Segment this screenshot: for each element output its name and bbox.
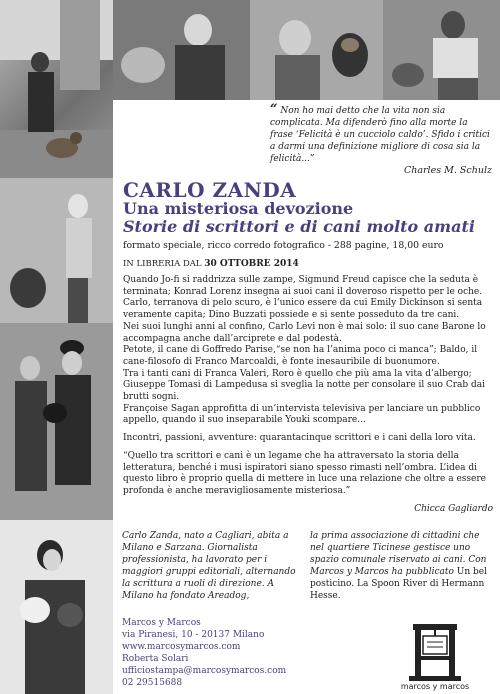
quote-mark-close: ” [309,154,315,164]
publisher-logo-text: marcos y marcos [400,682,470,691]
press-phone: 02 29515688 [122,678,183,688]
author-bio-right-text: la prima associazione di cittadini che nel quartiere Ticinese gestisce uno spazio comunale riservato ai cani. Con Marcos y Marcos ha pubblicato [310,531,487,577]
photo-writer-with-dogs [113,0,250,100]
author-bio-book: Un bel posticino. La Spoon River di Hermann Hesse. [310,567,487,601]
description-paragraph: Françoise Sagan approfitta di un’intervista televisiva per lanciare un pubblico appello, quando il suo inseparabile Youki scompare... [123,403,481,426]
release-date: 30 OTTOBRE 2014 [204,259,299,269]
release-label: IN LIBRERIA DAL [123,259,202,269]
description-paragraph: Carlo, terranova di pelo scuro, è l’unico essere da cui Emily Dickinson si senta veramente capita; Dino Buzzati possiede e si sente posseduto da tre cani. [123,298,483,321]
photo-man-with-dog-street [0,0,113,178]
description-paragraph: Quando Jo-fi si raddrizza sulle zampe, Sigmund Freud capisce che la seduta è terminata; Konrad Lorenz insegna ai suoi cani il doveroso rispetto per le oche. [123,275,483,297]
publisher-logo-icon [405,618,465,688]
book-format: formato speciale, ricco corredo fotografico - 288 pagine, 18,00 euro [123,240,444,251]
press-email-link[interactable]: ufficiostampa@marcosymarcos.com [122,666,287,676]
photo-couple-with-dog [0,323,113,520]
description-quote: “Quello tra scrittori e cani è un legame che ha attraversato la storia della letteratura, benché i musi ispiratori siano spesso rimasti nell’ombra. L’idea di questo libro è proprio quella di mettere in luce una relazione che oltre a essere profonda è anche meravigliosamente misteriosa.” [123,450,486,496]
publisher-name: Marcos y Marcos [122,618,201,628]
publisher-address: via Piranesi, 10 - 20137 Milano [122,630,265,640]
release-line [123,259,299,269]
description-signature: Chicca Gagliardo [414,503,493,514]
quote-author: Charles M. Schulz [403,165,492,176]
book-description [123,275,493,515]
photo-woman-with-dog [250,0,383,100]
author-bio-left: Carlo Zanda, nato a Cagliari, abita a Milano e Sarzana. Giornalista professionista, ha lavorato per i maggiori gruppi editoriali, alternando la scrittura a ruoli di direzione. A Milano ha fondato Areadog, [122,531,296,601]
publisher-website-link[interactable]: www.marcosymarcos.com [122,642,241,652]
quote-text: Non ho mai detto che la vita non sia complicata. Ma difenderò fino alla morte la frase ‘Felicità è un cucciolo caldo’. Sfido i critici a darmi una definizione migliore di cosa sia la felicità... [270,106,490,164]
photo-boy-with-dog [0,178,113,323]
photo-author-with-dogs [0,520,113,694]
book-title: Una misteriosa devozione [123,199,354,218]
schulz-quote [270,104,492,165]
description-paragraph: Petote, il cane di Goffredo Parise,“se non ha l’anima poco ci manca”; Baldo, il cane-filosofo di Franco Marcoaldi, è fonte inesauribile di buonumore. [123,345,478,367]
description-paragraph: Tra i tanti cani di Franca Valeri, Roro è quello che più ama la vita d’albergo; Giuseppe Tomasi di Lampedusa si sveglia la notte per consolare il suo Crab dai brutti sogni. [123,368,486,403]
description-paragraph: Nei suoi lunghi anni al confino, Carlo Levi non è mai solo: il suo cane Barone lo accompagna anche dall’arciprete e dal podestà. [123,321,486,344]
quote-mark: “ [270,102,278,117]
book-subtitle: Storie di scrittori e di cani molto amati [123,217,475,236]
publisher-contact [122,617,286,689]
photo-man-seated-with-dog [383,0,500,100]
book-author: CARLO ZANDA [123,178,297,202]
description-summary: Incontri, passioni, avventure: quarantacinque scrittori e i cani della loro vita. [123,433,476,444]
press-contact-name: Roberta Solari [122,654,189,664]
author-bio-right [310,530,495,602]
